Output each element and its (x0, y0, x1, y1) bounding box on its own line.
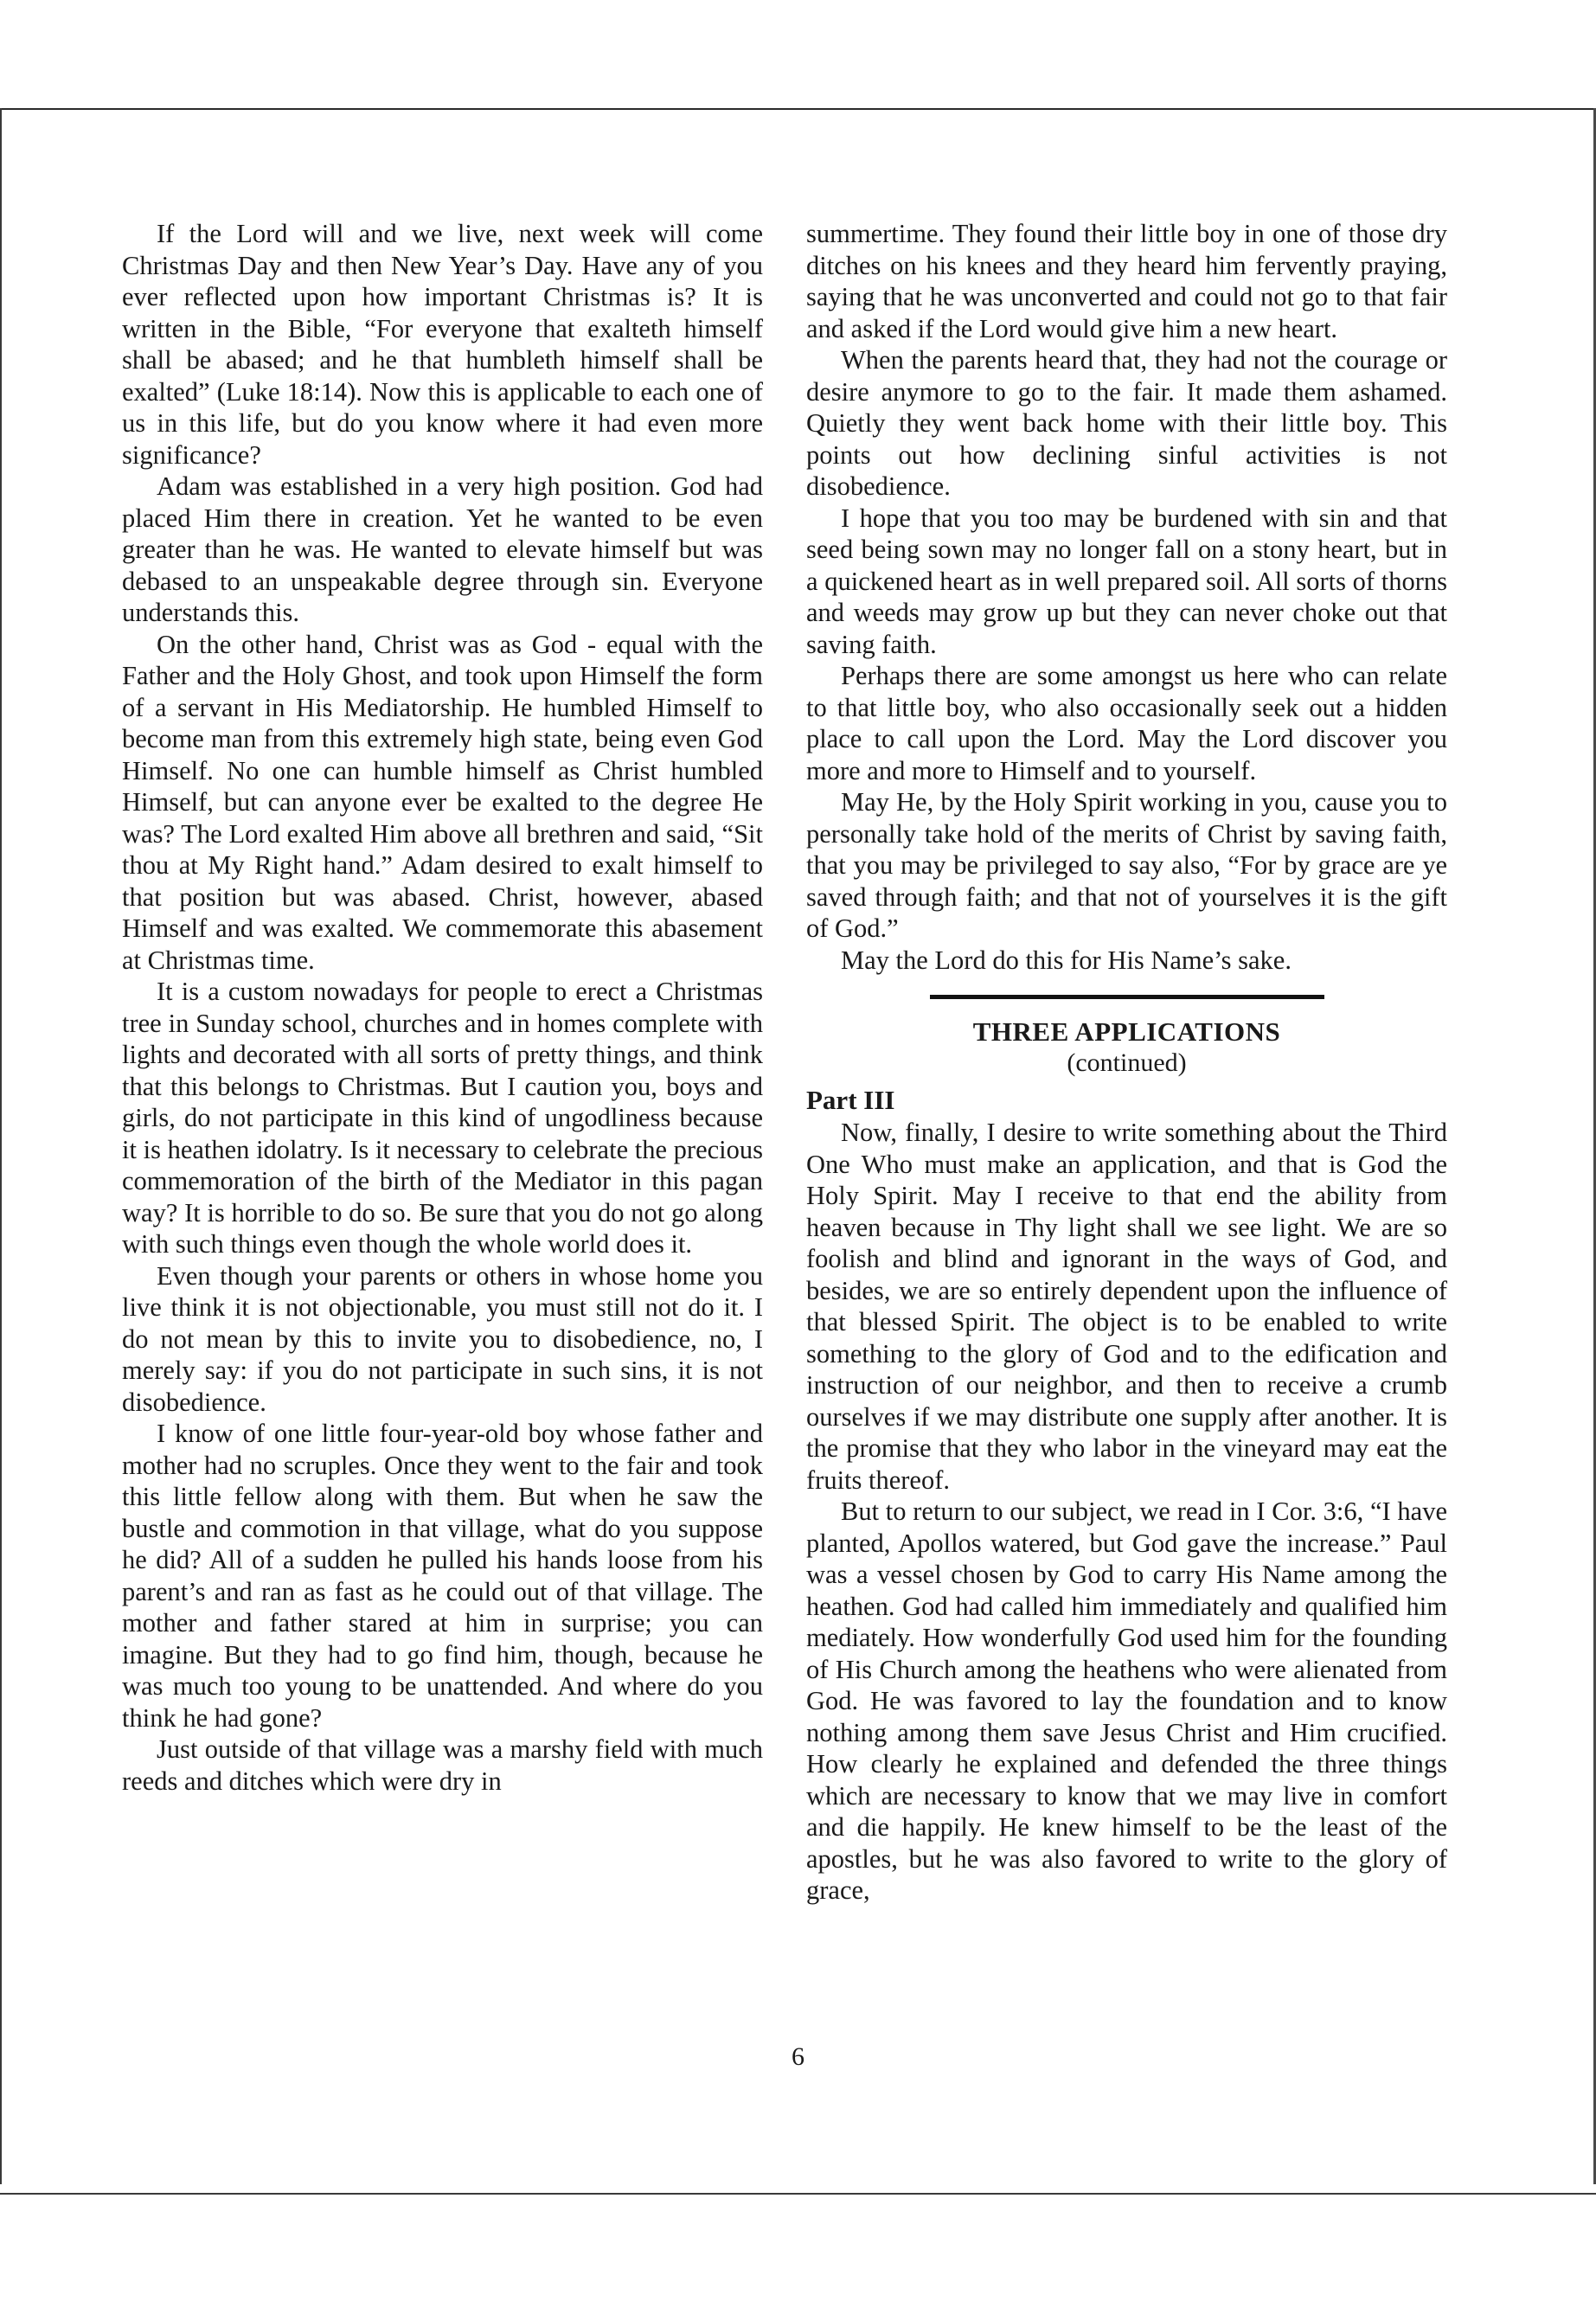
paragraph: May the Lord do this for His Name’s sake. (841, 945, 1292, 975)
scan-bottom-edge (0, 2193, 1596, 2195)
paragraph: On the other hand, Christ was as God - equal with the Father and the Holy Ghost, and took upon Himself the form of a servant in His Mediatorship. He humbled Himself to become man from this extremely high state, being even God Himself. No one can humble himself as Christ humbled Himself, but can anyone ever be exalted to the degree He was? The Lord exalted Him above all brethren and said, “Sit thou at My Right hand.” Adam desired to exalt himself to that position but was abased. Christ, however, abased Himself and was exalted. We commemorate this abasement at Christmas time. (122, 629, 763, 975)
paragraph: May He, by the Holy Spirit working in you, cause you to personally take hold of the merits of Christ by saving faith, that you may be privileged to say also, “For by grace are ye saved through faith; and that not of yourselves it is the gift of God.” (806, 787, 1447, 943)
continuation-paragraph: summertime. They found their little boy in one of those dry ditches on his knees and they heard him fervently praying, saying that he was unconverted and could not go to that fair and asked if the Lord would give him a new heart. (806, 219, 1447, 343)
page-number: 6 (792, 2042, 804, 2071)
paragraph: But to return to our subject, we read in I Cor. 3:6, “I have planted, Apollos watered, but God gave the increase.” Paul was a vessel chosen by God to carry His Name among the heathen. God had called him immediately and qualified him mediately. How wonderfully God used him for the founding of His Church among the heathens who were alienated from God. He was favored to lay the foundation and to know nothing among them save Jesus Christ and Him crucified. How clearly he explained and defended the three things which are necessary to know that we may live in comfort and die happily. He knew himself to be the least of the apostles, but he was also favored to write to the glory of grace, (806, 1497, 1447, 1905)
paragraph: I hope that you too may be burdened with sin and that seed being sown may no longer fall on a stony heart, but in a quickened heart as in well prepared soil. All sorts of thorns and weeds may grow up but they can never choke out that saving faith. (806, 503, 1447, 659)
section-subtitle: (continued) (1067, 1048, 1187, 1077)
section-title: THREE APPLICATIONS (972, 1016, 1281, 1047)
paragraph: Adam was established in a very high position. God had placed Him there in creation. Yet he wanted to be even greater than he was. He wanted to elevate himself but was debased to an unspeakable degree through sin. Everyone understands this. (122, 471, 763, 627)
paragraph: When the parents heard that, they had not the courage or desire anymore to go to the fair. It made them ashamed. Quietly they went back home with their little boy. This points out how declining sinful activities is not disobedience. (806, 345, 1447, 501)
part-label: Part III (806, 1085, 895, 1115)
paragraph: Now, finally, I desire to write something about the Third One Who must make an application, and that is God the Holy Spirit. May I receive to that end the ability from heaven because in Thy light shall we see light. We are so foolish and blind and ignorant in the ways of God, and besides, we are so entirely dependent upon the influence of that blessed Spirit. The object is to be enabled to write something to the glory of God and to the edification and instruction of our neighbor, and then to receive a crumb ourselves if we may distribute one supply after another. It is the promise that they who labor in the vineyard may eat the fruits thereof. (806, 1118, 1447, 1495)
paragraph: I know of one little four-year-old boy whose father and mother had no scruples. Once they went to the fair and took this little fellow along with them. But when he saw the bustle and commotion in that village, what do you suppose he did? All of a sudden he pulled his hands loose from his parent’s and ran as fast as he could out of that village. The mother and father stared at him in surprise; you can imagine. But they had to go find him, though, because he was much too young to be unattended. And where do you think he had gone? (122, 1419, 763, 1733)
scan-top-edge (0, 108, 1596, 110)
paragraph: Just outside of that village was a marshy field with much reeds and ditches which were dry in (122, 1734, 763, 1796)
section-divider (930, 995, 1324, 999)
left-column (122, 218, 763, 1797)
right-column (806, 218, 1447, 1907)
scan-left-edge (0, 108, 2, 2184)
paragraph: If the Lord will and we live, next week will come Christmas Day and then New Year’s Day. Have any of you ever reflected upon how important Christmas is? It is written in the Bible, “For everyone that exalteth himself shall be abased; and he that humbleth himself shall be exalted” (Luke 18:14). Now this is applicable to each one of us in this life, but do you know where it had even more significance? (122, 219, 763, 470)
paragraph: Perhaps there are some amongst us here who can relate to that little boy, who also occasionally seek out a hidden place to call upon the Lord. May the Lord discover you more and more to Himself and to yourself. (806, 661, 1447, 785)
paragraph: It is a custom nowadays for people to erect a Christmas tree in Sunday school, churches and in homes complete with lights and decorated with all sorts of pretty things, and think that this belongs to Christmas. But I caution you, boys and girls, do not participate in this kind of ungodliness because it is heathen idolatry. Is it necessary to celebrate the precious commemoration of the birth of the Mediator in this pagan way? It is horrible to do so. Be sure that you do not go along with such things even though the whole world does it. (122, 977, 763, 1259)
paragraph: Even though your parents or others in whose home you live think it is not objectionable, you must still not do it. I do not mean by this to invite you to disobedience, no, I merely say: if you do not participate in such sins, it is not disobedience. (122, 1260, 763, 1417)
